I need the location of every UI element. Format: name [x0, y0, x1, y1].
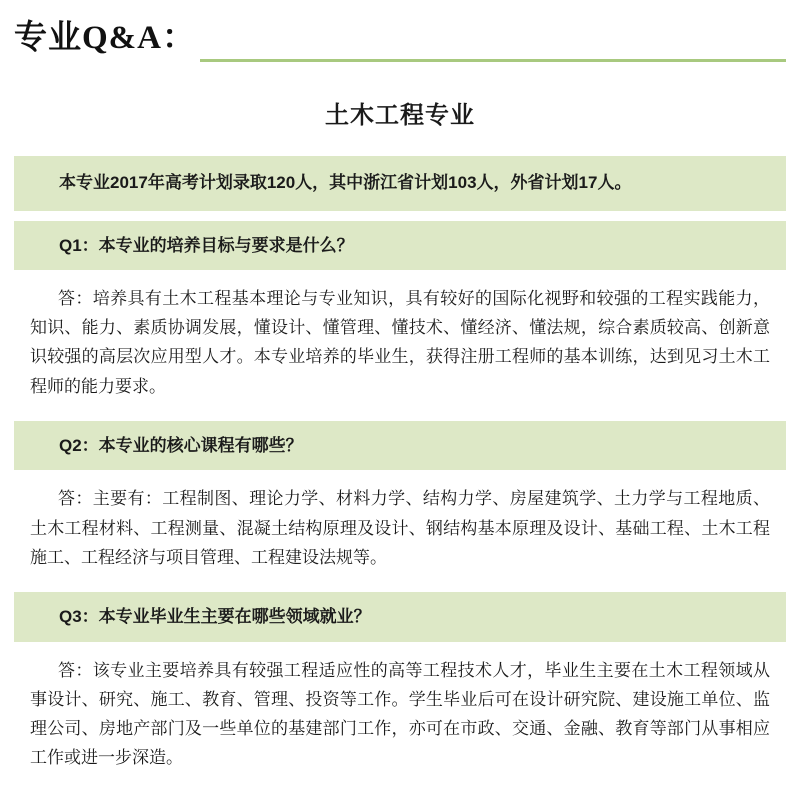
page-header — [0, 0, 800, 68]
answer-1-text: 答：培养具有土木工程基本理论与专业知识，具有较好的国际化视野和较强的工程实践能力，知识、能力、素质协调发展，懂设计、懂管理、懂技术、懂经济、懂法规，综合素质较高、创新意识较强的高层次应用型人才。本专业培养的毕业生，获得注册工程师的基本训练，达到见习土木工程师的能力要求。 — [30, 289, 770, 396]
answer-2 — [14, 470, 786, 582]
answer-3-text: 答：该专业主要培养具有较强工程适应性的高等工程技术人才，毕业生主要在土木工程领域从事设计、研究、施工、教育、管理、投资等工作。学生毕业后可在设计研究院、建设施工单位、监理公司、房地产部门及一些单位的基建部门工作，亦可在市政、交通、金融、教育等部门从事相应工作或进一步深造。 — [30, 660, 770, 768]
question-1-band: Q1：本专业的培养目标与要求是什么？ — [14, 221, 786, 271]
bottom-spacer — [14, 783, 786, 789]
header-divider-gap — [14, 59, 200, 62]
answer-3 — [14, 642, 786, 783]
answer-2-text: 答：主要有：工程制图、理论力学、材料力学、结构力学、房屋建筑学、土力学与工程地质、土木工程材料、工程测量、混凝土结构原理及设计、钢结构基本原理及设计、基础工程、土木工程施工、工程经济与项目管理、工程建设法规等。 — [30, 489, 770, 567]
answer-1 — [14, 270, 786, 411]
page-title: 土木工程专业 — [325, 102, 475, 129]
header-divider — [14, 59, 786, 62]
question-3-band: Q3：本专业毕业生主要在哪些领域就业？ — [14, 592, 786, 642]
intro-band: 本专业2017年高考计划录取120人，其中浙江省计划103人，外省计划17人。 — [14, 156, 786, 211]
question-2-band: Q2：本专业的核心课程有哪些？ — [14, 421, 786, 471]
header-title: 专业Q&A： — [14, 19, 196, 56]
document-content — [0, 156, 800, 789]
